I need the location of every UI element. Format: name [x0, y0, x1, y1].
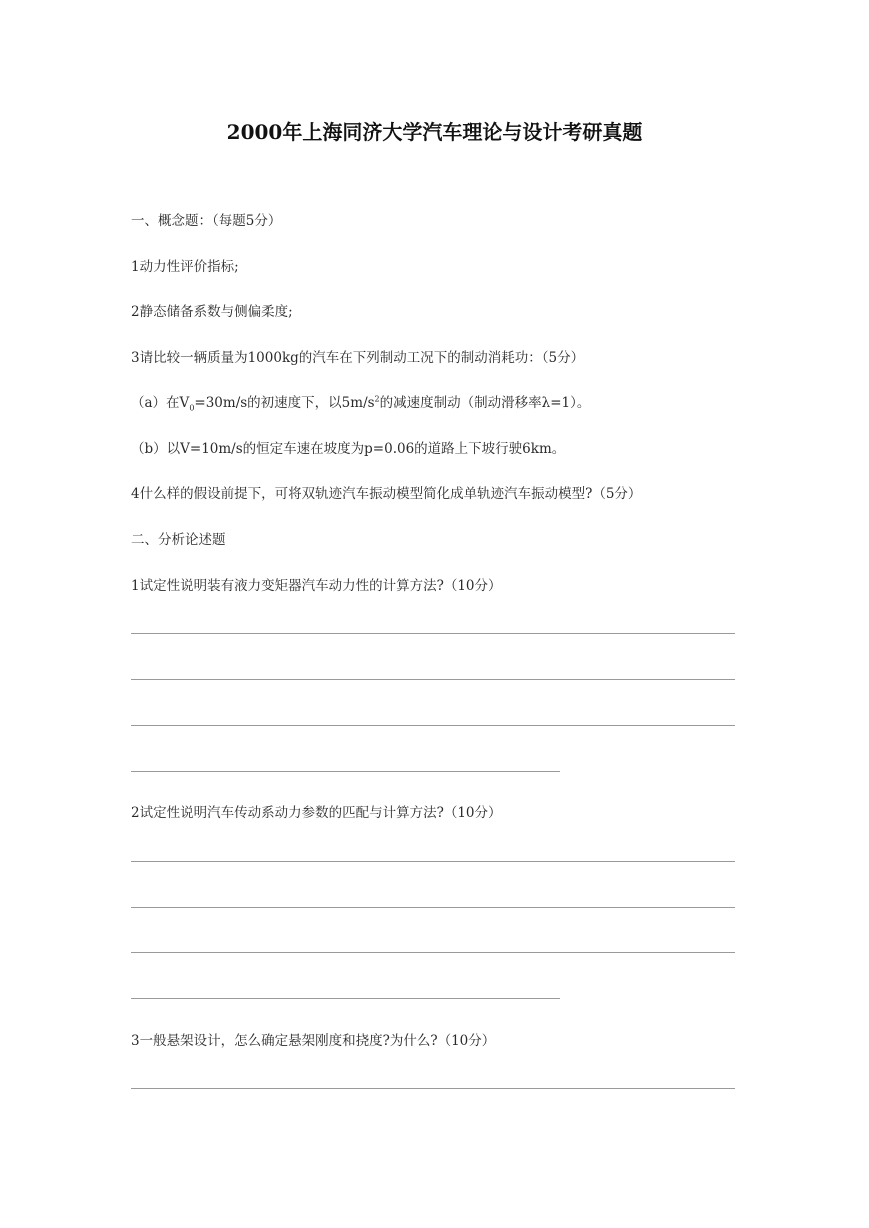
question-2-2: 2试定性说明汽车传动系动力参数的匹配与计算方法?（10分） — [131, 805, 502, 821]
question-1-3: 3请比较一辆质量为1000kg的汽车在下列制动工况下的制动消耗功：（5分） — [131, 350, 585, 366]
section-1-heading: 一、概念题：（每题5分） — [131, 213, 282, 229]
question-1-3b: （b）以V=10m/s的恒定车速在坡度为p=0.06的道路上下坡行驶6km。 — [131, 441, 566, 457]
question-2-3: 3一般悬架设计，怎么确定悬架刚度和挠度?为什么?（10分） — [131, 1033, 496, 1049]
section-2-heading: 二、分析论述题 — [131, 532, 226, 548]
answer-line — [131, 725, 735, 726]
question-1-1: 1动力性评价指标; — [131, 259, 239, 275]
answer-line — [131, 679, 735, 680]
answer-line — [131, 907, 735, 908]
q3a-middle: =30m/s的初速度下，以5m/s — [194, 395, 375, 411]
question-1-2: 2静态储备系数与侧偏柔度; — [131, 304, 293, 320]
q3a-subscript: 0 — [189, 403, 195, 413]
q3a-prefix: （a）在V — [131, 395, 190, 411]
question-2-1: 1试定性说明装有液力变矩器汽车动力性的计算方法?（10分） — [131, 578, 502, 594]
answer-line — [131, 1088, 735, 1089]
page-title: 2000年上海同济大学汽车理论与设计考研真题 — [226, 120, 643, 144]
question-1-3a — [131, 391, 590, 413]
answer-line — [131, 861, 735, 862]
answer-line — [131, 998, 560, 999]
q3a-superscript: 2 — [374, 394, 380, 404]
answer-line — [131, 952, 735, 953]
question-1-4: 4什么样的假设前提下，可将双轨迹汽车振动模型简化成单轨迹汽车振动模型?（5分） — [131, 486, 642, 502]
q3a-suffix: 的减速度制动（制动滑移率λ=1）。 — [379, 395, 591, 411]
answer-line — [131, 771, 560, 772]
answer-line — [131, 633, 735, 634]
